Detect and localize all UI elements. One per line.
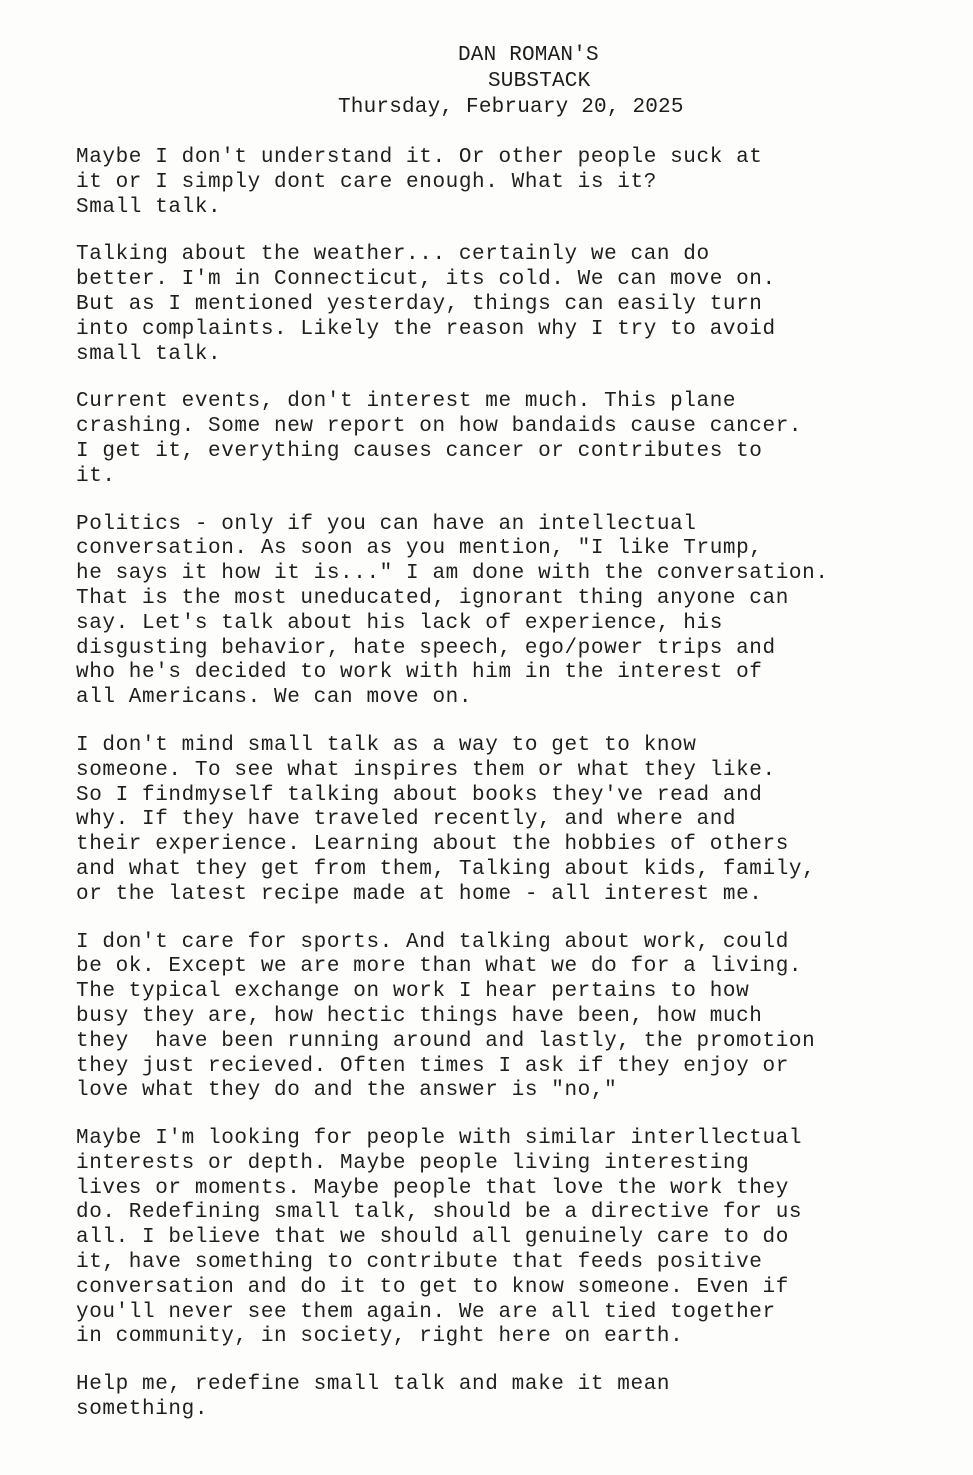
- text-line: Maybe I don't understand it. Or other people suck at: [76, 146, 763, 169]
- paragraph: [76, 734, 956, 908]
- text-line: they just recieved. Often times I ask if they enjoy or: [76, 1054, 789, 1078]
- text-line: you'll never see them again. We are all tied together: [76, 1300, 776, 1324]
- text-line: their experience. Learning about the hobbies of others: [76, 833, 789, 857]
- text-line: in community, in society, right here on earth.: [76, 1325, 684, 1349]
- text-line: it or I simply dont care enough. What is it?: [76, 170, 657, 194]
- text-line: That is the most uneducated, ignorant thing anyone can: [76, 586, 789, 610]
- text-line: they have been running around and lastly, the promotion: [76, 1029, 816, 1053]
- text-line: I get it, everything causes cancer or contributes to: [76, 439, 763, 463]
- text-line: conversation and do it to get to know someone. Even if: [76, 1275, 789, 1299]
- post-date: Thursday, February 20, 2025: [338, 96, 684, 119]
- text-line: all. I believe that we should all genuinely care to do: [76, 1226, 789, 1250]
- text-line: it, have something to contribute that feeds positive: [76, 1251, 763, 1275]
- text-line: Politics - only if you can have an intellectual: [76, 512, 697, 536]
- text-line: into complaints. Likely the reason why I try to avoid: [76, 317, 776, 341]
- text-line: Current events, don't interest me much. This plane: [76, 390, 737, 414]
- text-line: So I findmyself talking about books they've read and: [76, 783, 763, 807]
- author-heading: DAN ROMAN'S: [458, 44, 599, 67]
- article-body: [76, 146, 956, 1446]
- paragraph: [76, 243, 956, 367]
- text-line: or the latest recipe made at home - all interest me.: [76, 882, 763, 906]
- paragraph: [76, 931, 956, 1105]
- text-line: it.: [76, 464, 116, 488]
- text-line: why. If they have traveled recently, and where and: [76, 808, 737, 832]
- paragraph: [76, 390, 956, 489]
- text-line: interests or depth. Maybe people living interesting: [76, 1151, 750, 1175]
- text-line: be ok. Except we are more than what we do for a living.: [76, 955, 803, 979]
- text-line: someone. To see what inspires them or what they like.: [76, 758, 776, 782]
- text-line: lives or moments. Maybe people that love the work they: [76, 1176, 789, 1200]
- paragraph: [76, 513, 956, 711]
- text-line: busy they are, how hectic things have been, how much: [76, 1004, 763, 1028]
- text-line: Small talk.: [76, 195, 222, 219]
- text-line: Maybe I'm looking for people with similar interllectual: [76, 1127, 803, 1151]
- text-line: crashing. Some new report on how bandaids cause cancer.: [76, 415, 803, 439]
- text-line: who he's decided to work with him in the interest of: [76, 661, 763, 685]
- text-line: I don't mind small talk as a way to get to know: [76, 733, 697, 757]
- paragraph: [76, 1127, 956, 1350]
- text-line: say. Let's talk about his lack of experience, his: [76, 611, 723, 635]
- text-line: and what they get from them, Talking about kids, family,: [76, 857, 816, 881]
- text-line: disgusting behavior, hate speech, ego/power trips and: [76, 636, 776, 660]
- text-line: The typical exchange on work I hear pertains to how: [76, 980, 750, 1004]
- text-line: something.: [76, 1398, 209, 1422]
- text-line: better. I'm in Connecticut, its cold. We can move on.: [76, 268, 776, 292]
- text-line: Talking about the weather... certainly we can do: [76, 243, 710, 267]
- publication-heading: SUBSTACK: [488, 70, 591, 93]
- text-line: I don't care for sports. And talking about work, could: [76, 930, 789, 954]
- text-line: do. Redefining small talk, should be a directive for us: [76, 1201, 803, 1225]
- text-line: But as I mentioned yesterday, things can easily turn: [76, 292, 763, 316]
- text-line: all Americans. We can move on.: [76, 686, 473, 710]
- text-line: love what they do and the answer is "no,": [76, 1079, 618, 1103]
- text-line: small talk.: [76, 342, 222, 366]
- paragraph: [76, 146, 956, 220]
- text-line: he says it how it is..." I am done with the conversation.: [76, 562, 829, 586]
- text-line: conversation. As soon as you mention, "I like Trump,: [76, 537, 763, 561]
- text-line: Help me, redefine small talk and make it mean: [76, 1373, 671, 1397]
- paragraph: [76, 1373, 956, 1423]
